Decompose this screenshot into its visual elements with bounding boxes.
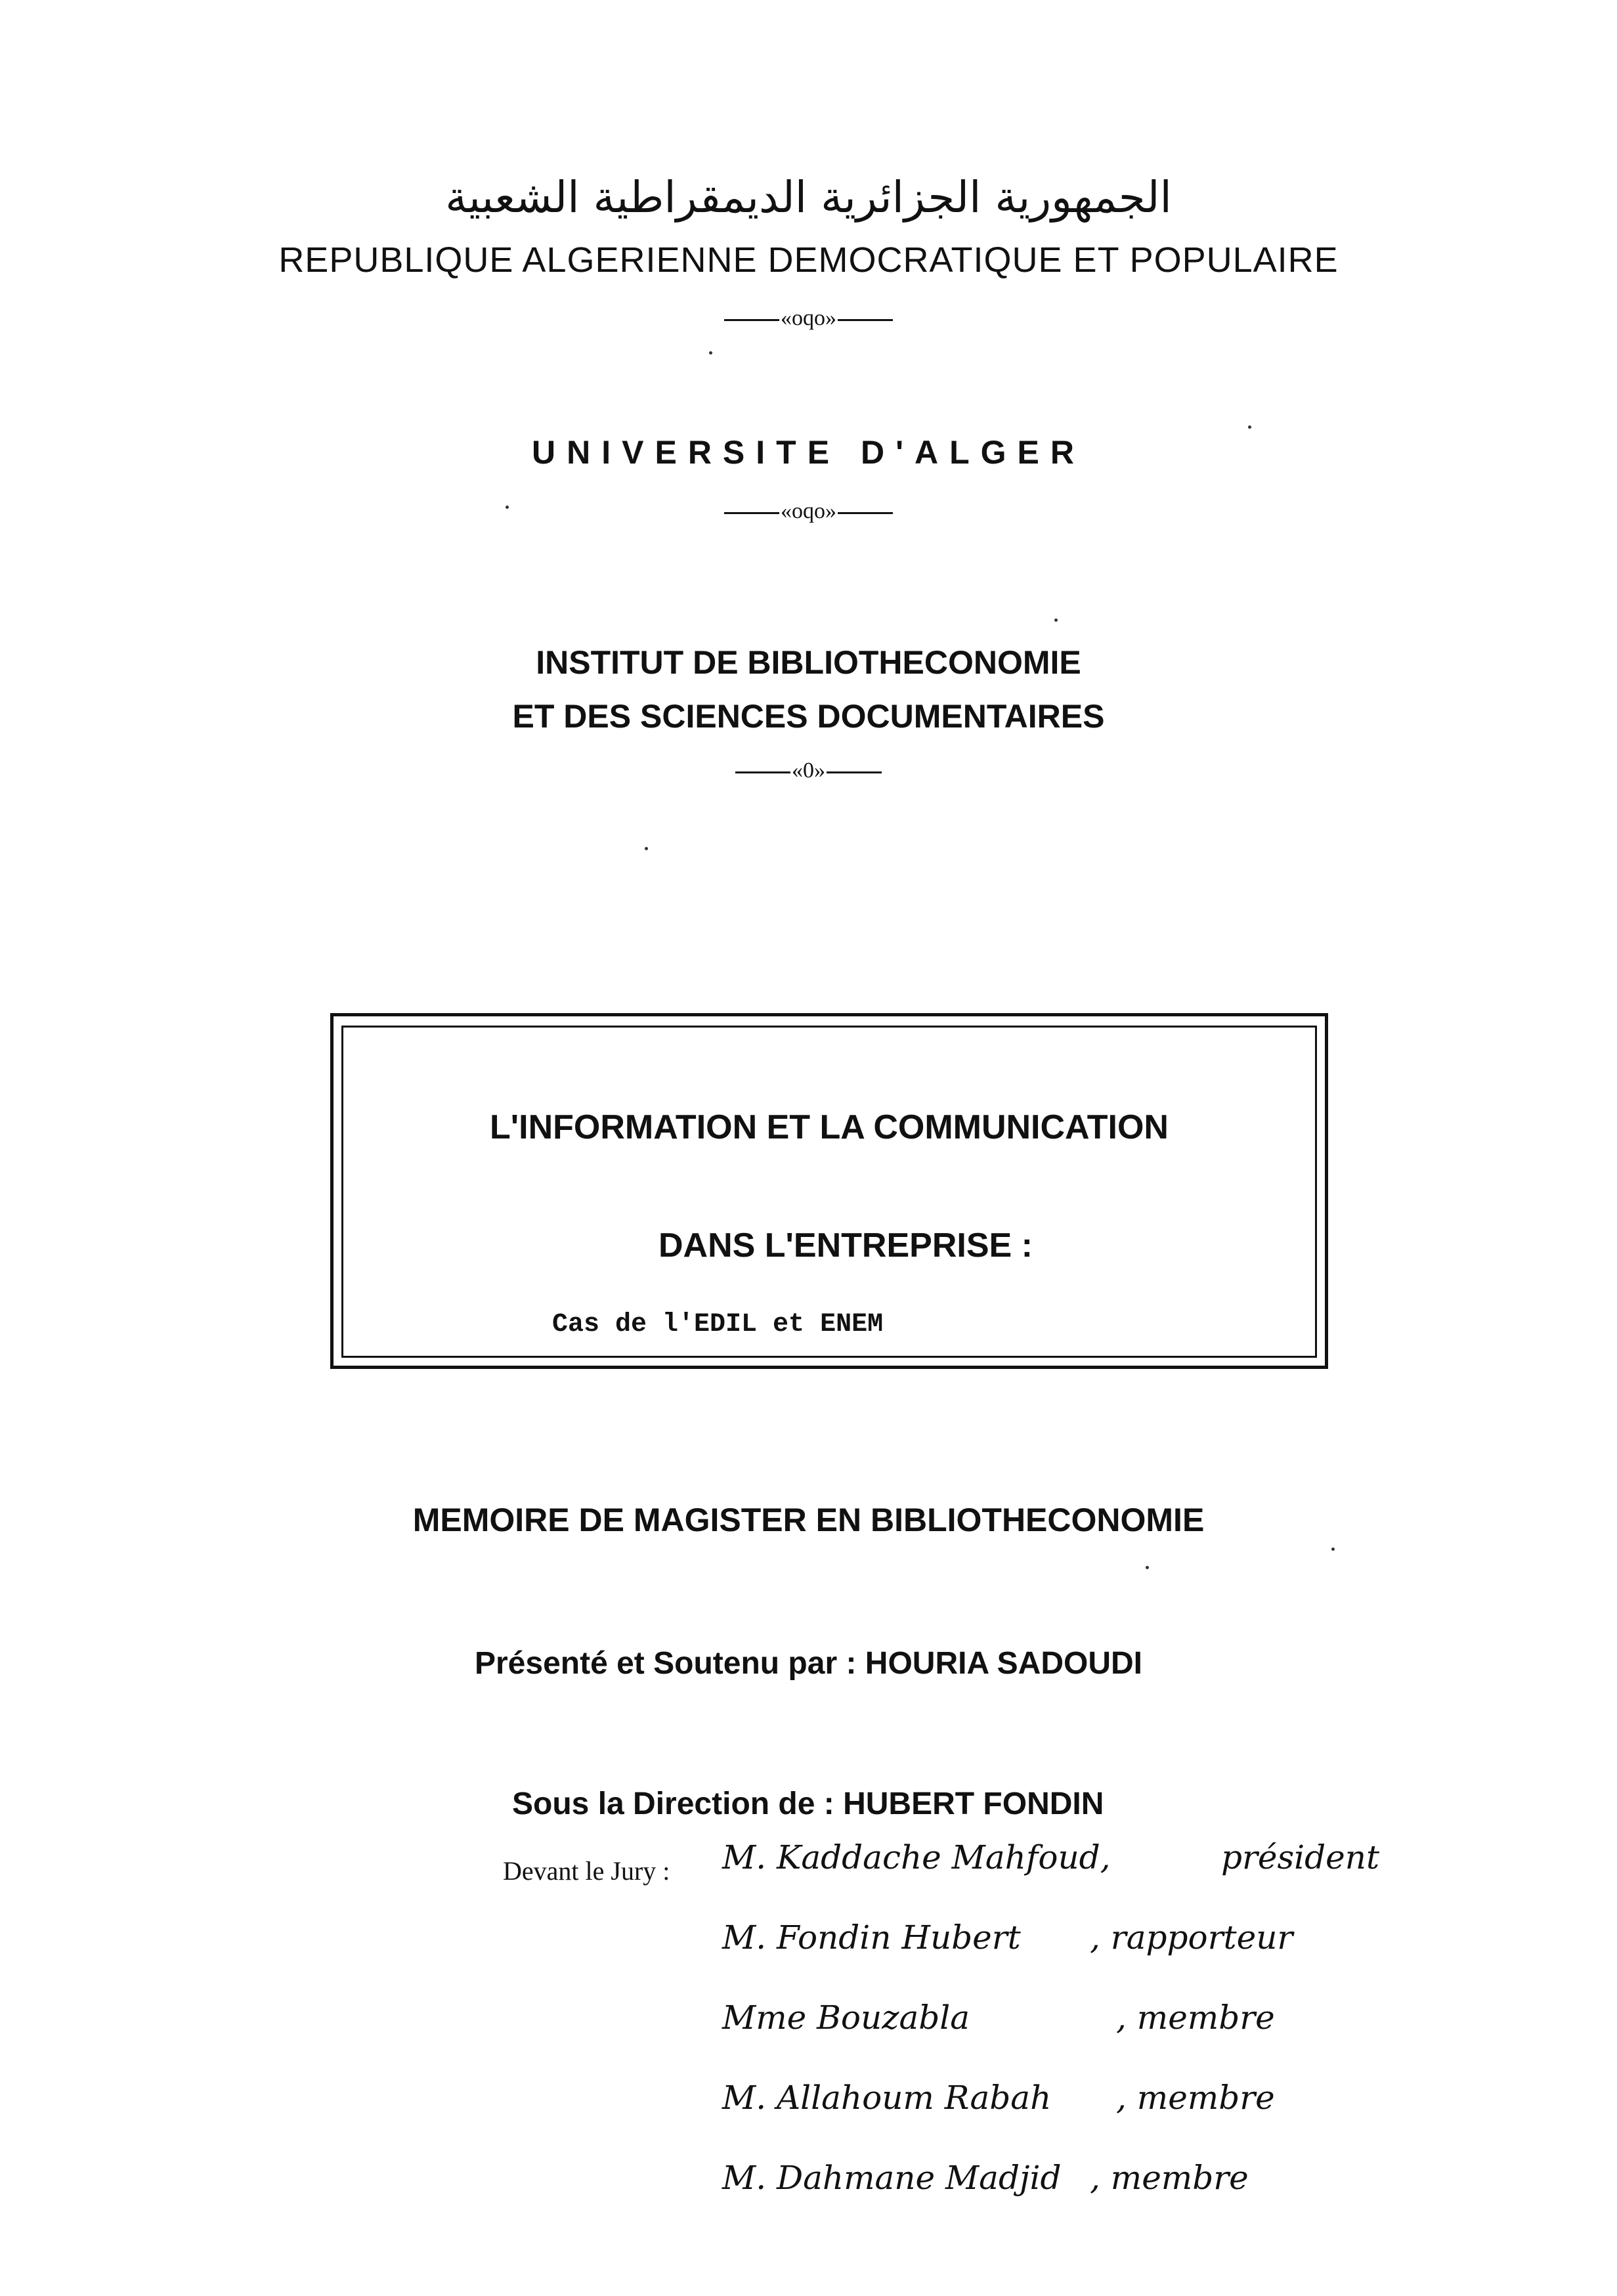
university-name: UNIVERSITE D'ALGER [532, 434, 1085, 471]
jury-member [722, 2159, 1379, 2239]
separator [0, 499, 1617, 524]
scan-speck [1054, 618, 1058, 622]
jury-member [722, 2079, 1379, 2159]
jury-member [722, 1999, 1379, 2079]
jury-member-role: , membre [1090, 2159, 1249, 2197]
institute-line-1: INSTITUT DE BIBLIOTHECONOMIE [536, 644, 1081, 681]
title-frame-inner [341, 1026, 1317, 1358]
jury-label: Devant le Jury : [503, 1856, 670, 1886]
jury-list [722, 1838, 1379, 2239]
title-frame [330, 1013, 1328, 1369]
separator-text: «oqo» [781, 499, 836, 523]
scan-speck [506, 506, 509, 509]
separator [0, 758, 1617, 783]
republic-title: REPUBLIQUE ALGERIENNE DEMOCRATIQUE ET POPULAIRE [278, 240, 1339, 280]
jury-member-name: M. Kaddache Mahfoud, [722, 1838, 1111, 1876]
separator-text: «0» [792, 758, 825, 783]
arabic-title: الجمهورية الجزائرية الديمقراطية الشعبية [445, 172, 1172, 223]
jury-member [722, 1838, 1379, 1918]
jury-member-role: , rapporteur [1090, 1918, 1293, 1957]
jury-member-name: Mme Bouzabla [722, 1999, 970, 2037]
thesis-subtitle: Cas de l'EDIL et ENEM [552, 1310, 884, 1339]
scan-speck [1146, 1566, 1149, 1569]
institute-line-2: ET DES SCIENCES DOCUMENTAIRES [512, 698, 1105, 735]
separator [0, 306, 1617, 331]
thesis-title-line-1: L'INFORMATION ET LA COMMUNICATION [490, 1108, 1169, 1146]
scan-speck [645, 847, 648, 850]
jury-member-role: président [1221, 1838, 1380, 1876]
thesis-title-line-2: DANS L'ENTREPRISE : [658, 1226, 1033, 1265]
jury-member-role: , membre [1116, 2079, 1275, 2117]
scan-speck [1331, 1548, 1335, 1551]
jury-member-role: , membre [1116, 1999, 1275, 2037]
jury-member-name: M. Allahoum Rabah [722, 2079, 1052, 2117]
degree-line: MEMOIRE DE MAGISTER EN BIBLIOTHECONOMIE [412, 1502, 1205, 1538]
jury-member [722, 1918, 1379, 1999]
jury-member-name: M. Fondin Hubert [722, 1918, 1021, 1957]
separator-text: «oqo» [781, 306, 836, 330]
scan-speck [1248, 425, 1251, 429]
scan-speck [709, 351, 712, 355]
author-line: Présenté et Soutenu par : HOURIA SADOUDI [474, 1646, 1143, 1681]
supervisor-line: Sous la Direction de : HUBERT FONDIN [512, 1787, 1104, 1821]
jury-member-name: M. Dahmane Madjid [722, 2159, 1062, 2197]
